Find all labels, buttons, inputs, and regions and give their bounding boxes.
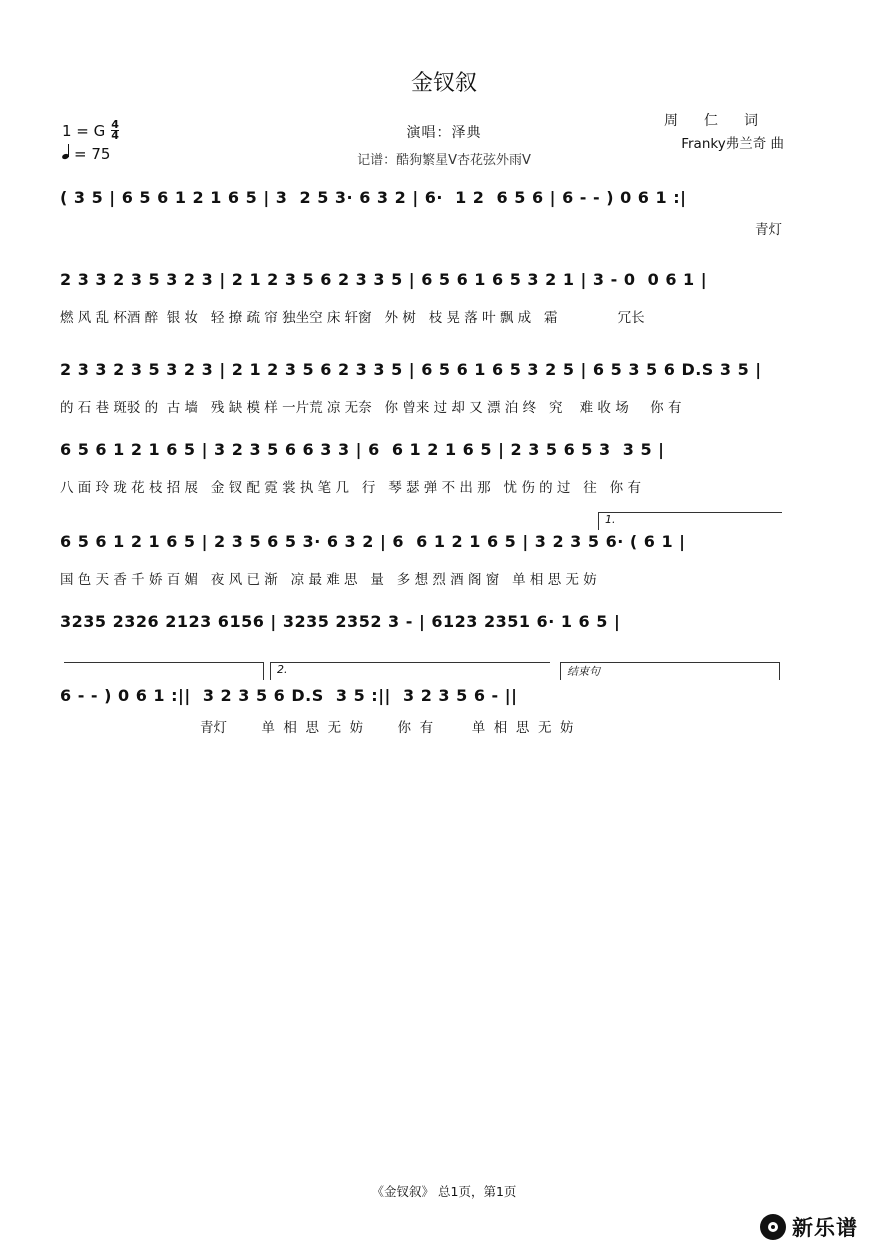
- notation-line: 2 3 3 2 3 5 3 2 3 | 2 1 2 3 5 6 2 3 3 5 | 6 5 6 1 6 5 3 2 5 | 6 5 3 5 6 D.S 3 5 |: [60, 360, 762, 379]
- second-ending-bracket: [270, 662, 550, 680]
- page-footer: 《金钗叙》 总1页，第1页: [371, 1184, 517, 1199]
- lyric-line: 燃 风 乱 杯酒 醉 银 妆 轻 撩 疏 帘 独坐空 床 轩窗 外 树 枝 晃 落 叶 飘 成 霜 冗长: [60, 310, 645, 326]
- score-row-6: [60, 610, 782, 634]
- time-sig-top: 4: [111, 118, 119, 131]
- notation-line: 6 - - ) 0 6 1 :|| 3 2 3 5 6 D.S 3 5 :|| 3 2 3 5 6 - ||: [60, 686, 518, 705]
- score-row-3: [60, 358, 782, 416]
- lyric-line: 青灯: [755, 222, 782, 238]
- lyric-line: 八 面 玲 珑 花 枝 招 展 金 钗 配 霓 裳 执 笔 几 行 琴 瑟 弹 不 出 那 忧 伤 的 过 往 你 有: [60, 480, 641, 496]
- score-row-1: [60, 186, 782, 238]
- lyric-line: 国 色 天 香 千 娇 百 媚 夜 风 已 渐 凉 最 难 思 量 多 想 烈 酒 阁 窗 单 相 思 无 妨: [60, 572, 597, 588]
- coda-bracket: [560, 662, 780, 680]
- score-row-7: [60, 684, 782, 736]
- vinyl-record-icon: [760, 1214, 786, 1240]
- first-ending-continuation: [64, 662, 264, 680]
- notation-line: 6 5 6 1 2 1 6 5 | 2 3 5 6 5 3· 6 3 2 | 6 6 1 2 1 6 5 | 3 2 3 5 6· ( 6 1 |: [60, 532, 686, 551]
- song-title: 金钗叙: [410, 71, 477, 96]
- lyricist-credit: 周仁词: [664, 113, 784, 129]
- composer-credit: Franky弗兰奇 曲: [681, 136, 784, 152]
- notation-line: ( 3 5 | 6 5 6 1 2 1 6 5 | 3 2 5 3· 6 3 2 | 6· 1 2 6 5 6 | 6 - - ) 0 6 1 :|: [60, 188, 687, 207]
- lyric-line: 青灯 单 相 思 无 妨 你 有 单 相 思 无 妨: [200, 720, 574, 736]
- first-ending-bracket: [598, 512, 782, 530]
- second-ending-label: 2.: [277, 663, 288, 676]
- coda-label: 结束句: [567, 665, 600, 678]
- score-row-2: [60, 268, 782, 326]
- logo-text: 新乐谱: [792, 1216, 858, 1240]
- singer-credit: 演唱：泽典: [406, 125, 482, 141]
- score-row-4: [60, 438, 782, 496]
- notation-line: 3235 2326 2123 6156 | 3235 2352 3 - | 6123 2351 6· 1 6 5 |: [60, 612, 621, 631]
- lyric-line: 的 石 巷 斑驳 的 古 墙 残 缺 模 样 一片荒 凉 无奈 你 曾来 过 却 又 漂 泊 终 究 难 收 场 你 有: [60, 400, 682, 416]
- notation-line: 2 3 3 2 3 5 3 2 3 | 2 1 2 3 5 6 2 3 3 5 | 6 5 6 1 6 5 3 2 1 | 3 - 0 0 6 1 |: [60, 270, 708, 289]
- tempo-value: = 75: [74, 145, 111, 163]
- site-logo: [760, 1212, 858, 1242]
- transcriber-credit: 记谱：酷狗繁星V杏花弦外雨V: [357, 153, 531, 168]
- time-sig-bottom: 4: [111, 129, 119, 142]
- notation-line: 6 5 6 1 2 1 6 5 | 3 2 3 5 6 6 3 3 | 6 6 1 2 1 6 5 | 2 3 5 6 5 3 3 5 |: [60, 440, 665, 459]
- first-ending-label: 1.: [605, 513, 616, 526]
- score-row-5: [60, 530, 782, 588]
- key-label: 1 = G: [62, 121, 106, 140]
